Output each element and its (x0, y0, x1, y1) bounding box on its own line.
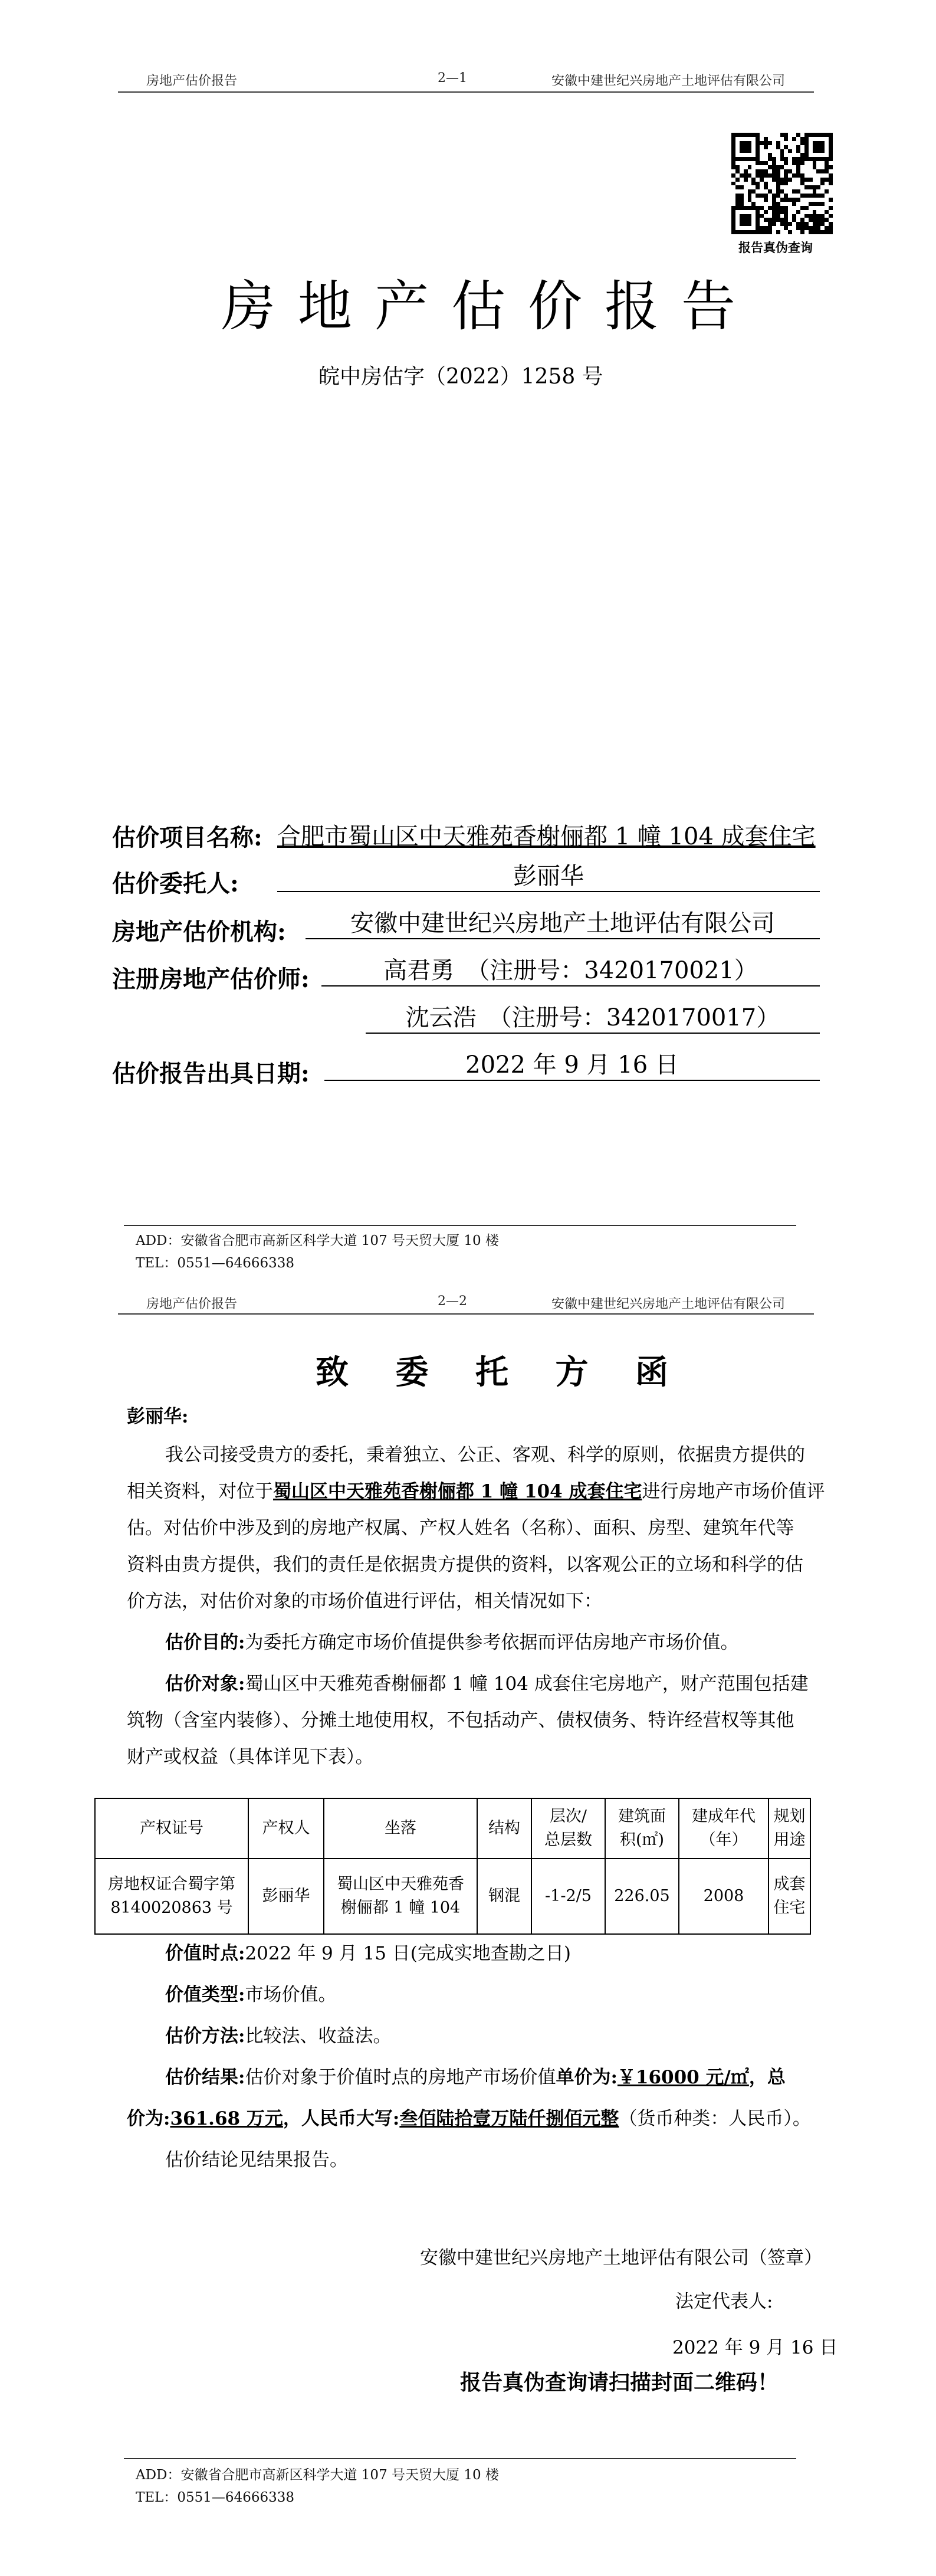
signature-date: 2022 年 9 月 16 日 (672, 2337, 838, 2358)
report-title: 房地产估价报告 (221, 275, 758, 338)
table-cell: -1-2/5 (531, 1859, 605, 1934)
purpose-label: 估价目的: (165, 1632, 245, 1653)
agency-label: 房地产估价机构: (112, 918, 286, 946)
para1-line4: 资料由贵方提供，我们的责任是依据贵方提供的资料，以客观公正的立场和科学的估 (127, 1554, 803, 1575)
purpose-line: 估价目的:为委托方确定市场价值提供参考依据而评估房地产市场价值。 (165, 1632, 739, 1653)
table-header-cell: 建成年代 （年） (679, 1798, 768, 1859)
agency-value: 安徽中建世纪兴房地产土地评估有限公司 (306, 910, 820, 939)
legal-representative: 法定代表人: (675, 2291, 773, 2312)
header-company: 安徽中建世纪兴房地产土地评估有限公司 (551, 1297, 786, 1312)
qr-code-icon[interactable] (731, 133, 833, 234)
object-line3: 财产或权益（具体详见下表）。 (127, 1746, 374, 1768)
verification-notice: 报告真伪查询请扫描封面二维码！ (460, 2370, 779, 2395)
header-left: 房地产估价报告 (146, 1297, 238, 1312)
table-header-row (95, 1798, 810, 1859)
project-name-value: 合肥市蜀山区中天雅苑香榭俪都 1 幢 104 成套住宅 (277, 823, 816, 850)
para1-line1: 我公司接受贵方的委托，秉着独立、公正、客观、科学的原则，依据贵方提供的 (165, 1444, 805, 1466)
table-row (95, 1859, 810, 1934)
table-cell: 蜀山区中天雅苑香 榭俪都 1 幢 104 (324, 1859, 477, 1934)
method-line: 估价方法:比较法、收益法。 (165, 2026, 392, 2047)
table-cell: 226.05 (605, 1859, 679, 1934)
client-label: 估价委托人: (112, 870, 239, 897)
table-cell: 2008 (679, 1859, 768, 1934)
result-line1: 估价结果:估价对象于价值时点的房地产市场价值单价为:￥16000 元/㎡，总 (165, 2067, 786, 2088)
header-page-number: 2—1 (438, 71, 467, 86)
header-rule (118, 91, 814, 93)
value-type-line: 价值类型:市场价值。 (165, 1984, 337, 2005)
total-price-chinese: 叁佰陆拾壹万陆仟捌佰元整 (399, 2108, 619, 2129)
footer-tel: TEL：0551—64666338 (136, 1256, 295, 1271)
table-header-cell: 坐落 (324, 1798, 477, 1859)
appraiser-2-value: 沈云浩 （注册号：3420170017） (366, 1004, 820, 1034)
table-header-cell: 产权证号 (95, 1798, 248, 1859)
para1-line3: 估。对估价中涉及到的房地产权属、产权人姓名（名称）、面积、房型、建筑年代等 (127, 1518, 794, 1539)
signature-company: 安徽中建世纪兴房地产土地评估有限公司（签章） (420, 2247, 822, 2269)
table-header-cell: 产权人 (248, 1798, 324, 1859)
object-label: 估价对象: (165, 1673, 245, 1695)
table-cell: 钢混 (477, 1859, 531, 1934)
appraiser-1-value: 高君勇 （注册号：3420170021） (321, 957, 820, 987)
report-date-label: 估价报告出具日期: (112, 1060, 310, 1087)
unit-price: ￥16000 元/㎡ (617, 2067, 749, 2088)
header-page-number: 2—2 (438, 1294, 467, 1309)
header-company: 安徽中建世纪兴房地产土地评估有限公司 (551, 74, 786, 89)
appraisers-label: 注册房地产估价师: (112, 965, 310, 993)
table-header-cell: 建筑面 积(㎡) (605, 1798, 679, 1859)
table-header-cell: 规划 用途 (768, 1798, 810, 1859)
table-cell: 彭丽华 (248, 1859, 324, 1934)
report-date-value: 2022 年 9 月 16 日 (324, 1051, 820, 1081)
footer-rule (124, 1225, 796, 1226)
client-value: 彭丽华 (277, 863, 820, 892)
table-cell: 房地权证合蜀字第 8140020863 号 (95, 1859, 248, 1934)
property-address: 蜀山区中天雅苑香榭俪都 1 幢 104 成套住宅 (273, 1481, 642, 1502)
footer-tel: TEL：0551—64666338 (136, 2490, 295, 2505)
footer-address: ADD：安徽省合肥市高新区科学大道 107 号天贸大厦 10 楼 (136, 1233, 499, 1248)
para1-line5: 价方法，对估价对象的市场价值进行评估，相关情况如下： (127, 1591, 602, 1612)
footer-address: ADD：安徽省合肥市高新区科学大道 107 号天贸大厦 10 楼 (136, 2467, 499, 2483)
qr-caption: 报告真伪查询 (738, 240, 813, 255)
table-cell: 成套 住宅 (768, 1859, 810, 1934)
total-price: 361.68 万元 (170, 2108, 283, 2129)
property-table (94, 1798, 811, 1935)
footer-rule (124, 2458, 796, 2459)
object-line2: 筑物（含室内装修）、分摊土地使用权，不包括动产、债权债务、特许经营权等其他 (127, 1710, 794, 1731)
letter-title: 致 委 托 方 函 (316, 1353, 686, 1392)
conclusion-line: 估价结论见结果报告。 (165, 2149, 348, 2171)
object-line1: 估价对象:蜀山区中天雅苑香榭俪都 1 幢 104 成套住宅房地产，财产范围包括建 (165, 1673, 809, 1695)
result-line2: 价为:361.68 万元，人民币大写:叁佰陆拾壹万陆仟捌佰元整（货币种类：人民币）。 (127, 2108, 811, 2129)
salutation: 彭丽华: (127, 1406, 189, 1427)
para1-line2: 相关资料，对位于蜀山区中天雅苑香榭俪都 1 幢 104 成套住宅进行房地产市场价值评 (127, 1481, 825, 1502)
header-rule (118, 1313, 814, 1315)
report-number: 皖中房估字（2022）1258 号 (318, 365, 603, 389)
table-header-cell: 结构 (477, 1798, 531, 1859)
table-header-cell: 层次/ 总层数 (531, 1798, 605, 1859)
project-name-label: 估价项目名称: (112, 824, 262, 851)
header-left: 房地产估价报告 (146, 74, 238, 89)
time-point-line: 价值时点:2022 年 9 月 15 日(完成实地查勘之日) (165, 1943, 571, 1964)
